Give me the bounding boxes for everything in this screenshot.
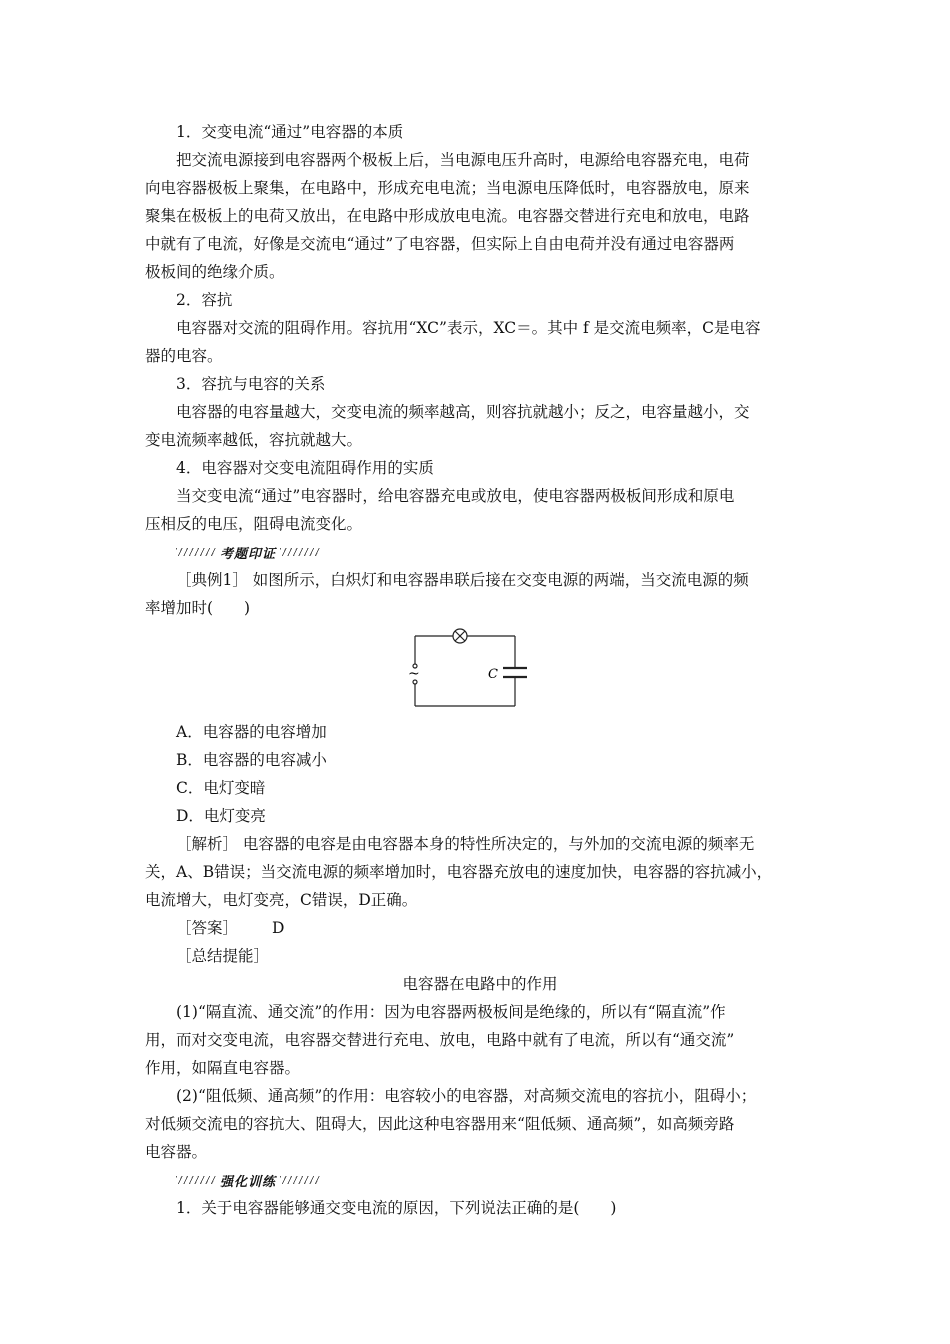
option-d: D．电灯变亮 bbox=[176, 807, 266, 825]
option-c: C．电灯变暗 bbox=[176, 779, 266, 797]
example-question: 率增加时( ) bbox=[145, 599, 251, 617]
section-2-text: 器的电容。 bbox=[145, 347, 223, 365]
section-3-title: 3．容抗与电容的关系 bbox=[176, 375, 326, 393]
section-2-title: 2．容抗 bbox=[176, 291, 233, 309]
capacitor-label: C bbox=[488, 667, 498, 682]
hatch-decoration bbox=[176, 1176, 216, 1184]
example-question: ［典例1］ 如图所示，白炽灯和电容器串联后接在交变电源的两端，当交流电源的频 bbox=[176, 571, 749, 589]
circuit-diagram bbox=[145, 622, 815, 718]
section-4-text: 当交变电流“通过”电容器时，给电容器充电或放电，使电容器两极板间形成和原电 bbox=[176, 487, 735, 505]
analysis-text: 电流增大，电灯变亮，C错误，D正确。 bbox=[145, 891, 418, 909]
summary-label: ［总结提能］ bbox=[176, 947, 270, 965]
section-3-text: 电容器的电容量越大，交变电流的频率越高，则容抗就越小；反之，电容量越小，交 bbox=[176, 403, 750, 421]
section-1-text: 聚集在极板上的电荷又放出，在电路中形成放电电流。电容器交替进行充电和放电，电路 bbox=[145, 207, 750, 225]
answer-label: ［答案］ bbox=[176, 919, 239, 937]
option-a: A．电容器的电容增加 bbox=[176, 723, 327, 741]
answer-value: D bbox=[272, 919, 285, 937]
analysis-text: 关，A、B错误；当交流电源的频率增加时，电容器充放电的速度加快，电容器的容抗减小， bbox=[145, 863, 773, 881]
hatch-decoration bbox=[280, 548, 320, 556]
banner-label: 考题印证 bbox=[220, 546, 277, 562]
summary-point-1: (1)“隔直流、通交流”的作用：因为电容器两极板间是绝缘的，所以有“隔直流”作 bbox=[176, 1003, 726, 1021]
section-1-text: 极板间的绝缘介质。 bbox=[145, 263, 285, 281]
section-1-title: 1．交变电流“通过”电容器的本质 bbox=[176, 123, 404, 141]
analysis-text: ［解析］ 电容器的电容是由电容器本身的特性所决定的，与外加的交流电源的频率无 bbox=[176, 835, 755, 853]
banner-exam-proof bbox=[145, 538, 815, 566]
section-1-text: 中就有了电流，好像是交流电“通过”了电容器，但实际上自由电荷并没有通过电容器两 bbox=[145, 235, 735, 253]
summary-point-1: 用，而对交变电流，电容器交替进行充电、放电，电路中就有了电流，所以有“通交流” bbox=[145, 1031, 735, 1049]
answer-line bbox=[145, 914, 815, 942]
section-1-text: 把交流电源接到电容器两个极板上后，当电源电压升高时，电源给电容器充电，电荷 bbox=[176, 151, 750, 169]
exercise-question-1: 1．关于电容器能够通交变电流的原因，下列说法正确的是( ) bbox=[176, 1199, 617, 1217]
section-4-title: 4．电容器对交变电流阻碍作用的实质 bbox=[176, 459, 434, 477]
option-b: B．电容器的电容减小 bbox=[176, 751, 327, 769]
banner-label: 强化训练 bbox=[220, 1174, 277, 1190]
summary-title: 电容器在电路中的作用 bbox=[402, 975, 558, 993]
hatch-decoration bbox=[176, 548, 216, 556]
circuit-svg bbox=[400, 622, 540, 718]
summary-point-1: 作用，如隔直电容器。 bbox=[145, 1059, 301, 1077]
section-4-text: 压相反的电压，阻碍电流变化。 bbox=[145, 515, 363, 533]
hatch-decoration bbox=[280, 1176, 320, 1184]
summary-point-2: 对低频交流电的容抗大、阻碍大，因此这种电容器用来“阻低频、通高频”，如高频旁路 bbox=[145, 1115, 735, 1133]
section-2-text: 电容器对交流的阻碍作用。容抗用“XC”表示，XC＝。其中 f 是交流电频率，C是电容 bbox=[176, 319, 761, 337]
banner-practice bbox=[145, 1166, 815, 1194]
document-page bbox=[145, 118, 815, 1222]
section-3-text: 变电流频率越低，容抗就越大。 bbox=[145, 431, 363, 449]
summary-point-2: (2)“阻低频、通高频”的作用：电容较小的电容器，对高频交流电的容抗小，阻碍小； bbox=[176, 1087, 757, 1105]
ac-source-symbol: ~ bbox=[408, 666, 420, 682]
summary-point-2: 电容器。 bbox=[145, 1143, 208, 1161]
section-1-text: 向电容器极板上聚集，在电路中，形成充电电流；当电源电压降低时，电容器放电，原来 bbox=[145, 179, 750, 197]
